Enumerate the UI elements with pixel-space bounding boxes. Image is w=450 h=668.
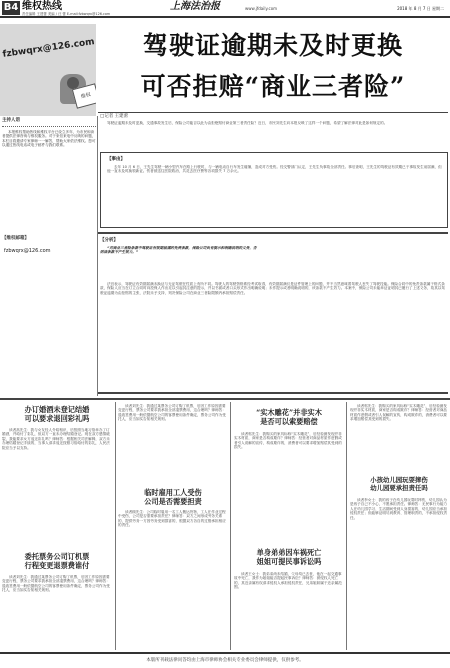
article-3-text: 读者顾先生：公司临时雇用一名工人搬运货物，工人在作业过程中受伤，公司是否需要承担责任？律师答：双方之间形成劳务关系的，提供劳务一方因劳务受到损害的，根据双方各自的过错承担相应的责任。 bbox=[118, 510, 226, 528]
article-5-text: 读者王女士：我弟弟尚未结婚，父母均已去世，他在一起交通事故中死亡，我作为姐姐能否提起民事诉讼？律师答：被侵权人死亡的，其近亲属有权请求侵权人承担侵权责任，兄弟姐妹属于近亲属范围。 bbox=[234, 572, 342, 590]
article-4-body bbox=[234, 432, 344, 544]
article-6-title bbox=[350, 476, 448, 492]
article-2-body bbox=[2, 575, 112, 649]
host-text: 本报维权帮助热线和维权平台已设立多年，为市民和读者提供法律咨询与维权服务。对于来信来电中反映的问题，本栏目将邀请专家律师一一解答，帮助大家依法维权。您可以通过热线电话或电子邮件与我们联系。 bbox=[2, 129, 96, 148]
article-1-body bbox=[2, 428, 112, 548]
analysis-quote: “对商业三者险条款中驾驶证有效期届满的免责条款，保险公司负有提示和明确说明的义务，否则该条款不产生效力。” bbox=[100, 246, 257, 255]
article-6-lead bbox=[350, 404, 448, 472]
host-column bbox=[2, 118, 96, 148]
article-2-text: 读者刘先生：我通过某票务公司订购了机票，后因工作原因需要变更行程，票务公司要求我承担全部退票费用，这合理吗？律师答：退改签费用一般依据航空公司的客票使用条件确定，票务公司作为受托人，应当如实告知相关规则。 bbox=[2, 575, 110, 593]
article-2-title-text: 委托票务公司订机票 行程变更退票费谁付 bbox=[24, 552, 90, 570]
article-2-title bbox=[2, 552, 112, 570]
article-3-lead-text: 读者刘先生：我通过某票务公司订购了机票，后因工作原因需要变更行程，票务公司要求我承担全部退票费用，这合理吗？律师答：退改签费用一般依据航空公司的客票使用条件确定，票务公司作为受托人，应当如实告知相关规则。 bbox=[118, 404, 226, 422]
analysis-label: 【分析】 bbox=[100, 238, 118, 243]
article-1-title-text: 办订婚酒未登记结婚 可以要求退回彩礼吗 bbox=[24, 405, 90, 423]
article-3-title bbox=[118, 488, 228, 506]
headline-line-1: 驾驶证逾期未及时更换 bbox=[142, 31, 403, 60]
banner-email: fzbwqrx@126.com bbox=[2, 37, 96, 60]
column-divider-2 bbox=[115, 402, 116, 650]
footer-note: 本版所刊载法律问答均由上海市律师协会相关专业委员会律师提供，仅供参考。 bbox=[146, 658, 304, 663]
article-6-body bbox=[350, 498, 448, 648]
editor-credit: 责任编辑 王建蕾 美编 / 汪 蕾 E-mail:fzbwqrx@126.com bbox=[22, 12, 111, 16]
hotline-label: 【维权邮箱】 bbox=[2, 236, 29, 241]
hotline-email: fzbwqrx@126.com bbox=[4, 248, 51, 254]
article-3-title-text: 临时雇用工人受伤 公司是否需要担责 bbox=[144, 488, 202, 506]
article-6-title-text: 小孩幼儿园玩耍摔伤 幼儿园要承担责任吗 bbox=[370, 476, 428, 492]
article-1-title bbox=[2, 405, 112, 423]
article-5-title bbox=[234, 548, 344, 566]
lower-section-divider bbox=[0, 398, 450, 400]
article-5-title-text: 单身弟弟因车祸死亡 姐姐可提民事诉讼吗 bbox=[256, 548, 322, 566]
page-footer bbox=[0, 652, 450, 668]
article-4-title bbox=[234, 408, 344, 426]
article-3-lead bbox=[118, 404, 228, 484]
analysis-quote-block bbox=[100, 246, 260, 280]
main-headline bbox=[100, 30, 446, 103]
article-5-body bbox=[234, 572, 344, 650]
article-4-title-text: “实木雕花”并非实木 是否可以索要赔偿 bbox=[256, 408, 322, 426]
rights-stamp: 维权 bbox=[72, 83, 96, 109]
analysis-body bbox=[100, 282, 446, 392]
analysis-section bbox=[98, 232, 448, 394]
column-divider-4 bbox=[346, 402, 347, 650]
case-body bbox=[107, 165, 443, 225]
issue-date: 2018 年 8 月 7 日 星期二 bbox=[397, 6, 444, 11]
section-title: 维权热线 bbox=[22, 1, 62, 12]
masthead: 上海法治报 bbox=[170, 1, 220, 12]
headline-divider bbox=[98, 112, 448, 113]
headline-line-2: 可否拒赔“商业三者险” bbox=[140, 72, 406, 102]
article-1-text: 读者高先生：我与女友经人介绍相识，后按照当地习俗举办了订婚酒，并给付了彩礼，但双方一直未办理结婚登记。现在双方感情破裂，我能要求女方返还彩礼吗？律师答：根据相关司法解释，双方未办理结婚登记手续的，当事人请求返还按照习俗给付的彩礼，人民法院应当予以支持。 bbox=[2, 428, 110, 450]
column-divider-3 bbox=[230, 402, 231, 650]
page-header bbox=[0, 0, 450, 18]
intro-text: 驾驶证逾期未及时更换，交通事故发生后，保险公司能否以此为由拒绝赔付商业第三者责任险？近日，市民刘先生向本报反映了这样一个问题，希望了解法律对此是如何规定的。 bbox=[107, 121, 388, 125]
website-url: www.jfdaily.com bbox=[245, 6, 278, 11]
article-4-text: 读者郭先生：我购买的家具标称“实木雕花”，后经检测发现并非实木材质，商家是否构成欺诈？律师答：经营者对商品材质作虚假或者引人误解的宣传，构成欺诈的，消费者可以要求增加赔偿其受到的损失。 bbox=[234, 432, 342, 450]
case-label: 【事由】 bbox=[107, 157, 125, 162]
article-3-body bbox=[118, 510, 228, 648]
byline: □记者 王建蕾 bbox=[100, 114, 129, 119]
analysis-text: 法官表示，驾驶证有效期届满未换证与无证驾驶在性质上有所不同。驾驶人的驾驶资格系经考试取得，有效期届满仅是证件管理上的问题，并不当然意味着驾驶人丧失了驾驶技能。保险合同中的免责条款属于格式条款，保险人应当在订立合同时向投保人作出足以引起其注意的提示，并以书面或者口头形式作出明确说明；未作提示或者明确说明的，该条款不产生效力。本案中，保险公司未能举证证明其已履行了上述义务，故其以驾驶证逾期为由拒赔的主张，法院未予支持，判决保险公司在商业三者险限额内承担赔偿责任。 bbox=[100, 282, 445, 295]
case-box bbox=[100, 152, 448, 228]
page-number-badge: B4 bbox=[3, 2, 19, 13]
story-intro bbox=[100, 121, 448, 149]
article-6-lead-text: 读者郭先生：我购买的家具标称“实木雕花”，后经检测发现并非实木材质，商家是否构成欺诈？律师答：经营者对商品材质作虚假或者引人误解的宣传，构成欺诈的，消费者可以要求增加赔偿其受到的损失。 bbox=[350, 404, 448, 422]
case-text: 去年 10 月 6 日，王先生驾驶一辆小型汽车在路上行驶时，与一辆电动自行车发生碰撞，造成对方受伤。经交警部门认定，王先生负事故全部责任。事后查明，王先生的驾驶证有效期已于事故发生前届满，但他一直未及时换领新证。伤者被送往医院救治，共花去医疗费等各项损失 7 万余元。 bbox=[107, 165, 442, 174]
host-label: 主持人语 bbox=[2, 118, 96, 127]
article-6-text: 读者李女士：我的孩子在幼儿园玩耍时摔伤，幼儿园认为是孩子自己不小心，不愿承担责任。律师答：无民事行为能力人在幼儿园学习、生活期间受到人身损害的，幼儿园应当承担侵权责任；但能够证明尽到教育、管理职责的，不承担侵权责任。 bbox=[350, 498, 448, 520]
hotline-banner bbox=[0, 24, 96, 116]
